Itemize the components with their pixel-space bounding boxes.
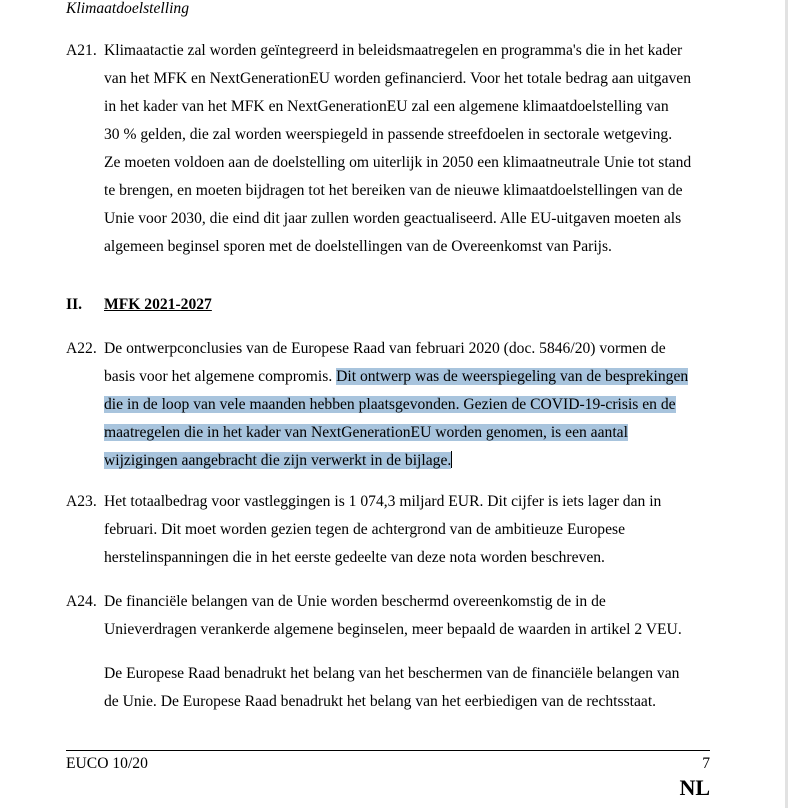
paragraph-number: A23.	[66, 493, 97, 510]
section-number: II.	[66, 296, 83, 313]
section-heading	[66, 291, 82, 319]
section-heading-title-wrap	[104, 291, 212, 319]
text-line[interactable]: De financiële belangen van de Unie worden beschermd overeenkomstig de in de	[104, 593, 606, 610]
paragraph-number: A24.	[66, 593, 97, 610]
text-line[interactable]: algemeen beginsel sporen met de doelstellingen van de Overeenkomst van Parijs.	[104, 238, 612, 255]
paragraph-a22	[66, 335, 726, 475]
paragraph-number: A21.	[66, 42, 97, 59]
text-line[interactable]: van het MFK en NextGenerationEU worden gefinancierd. Voor het totale bedrag aan uitgaven	[104, 70, 692, 87]
text-line[interactable]: De ontwerpconclusies van de Europese Raad van februari 2020 (doc. 5846/20) vormen de	[104, 340, 666, 357]
section-subtitle: Klimaatdoelstelling	[66, 0, 190, 17]
text-cursor	[451, 451, 452, 468]
selected-text[interactable]: wijzigingen aangebracht die zijn verwerkt in de bijlage.	[104, 452, 452, 469]
text-line[interactable]: Unie voor 2030, die eind dit jaar zullen worden geactualiseerd. Alle EU-uitgaven moeten als	[104, 210, 682, 227]
footer-language-code: NL	[679, 775, 710, 800]
text-line[interactable]	[104, 419, 628, 447]
selected-text[interactable]: die in de loop van vele maanden hebben plaatsgevonden. Gezien de COVID-19-crisis en de	[104, 396, 676, 413]
selected-text[interactable]: maatregelen die in het kader van NextGenerationEU worden genomen, is een aantal	[104, 424, 628, 441]
selected-text[interactable]: Dit ontwerp was de weerspiegeling van de besprekingen	[336, 368, 689, 385]
text-line[interactable]: de Unie. De Europese Raad benadrukt het belang van het eerbiedigen van de rechtsstaat.	[104, 693, 657, 710]
text-line[interactable]: herstelinspanningen die in het eerste gedeelte van deze nota worden beschreven.	[104, 549, 605, 566]
footer-page-number: 7	[702, 755, 710, 772]
text-line[interactable]: 30 % gelden, die zal worden weerspiegeld in passende streefdoelen in sectorale wetgeving.	[104, 126, 673, 143]
text-line[interactable]: te brengen, en moeten bijdragen tot het bereiken van de nieuwe klimaatdoelstellingen van de	[104, 182, 683, 199]
text-line[interactable]	[104, 363, 688, 391]
footer-rule	[66, 750, 710, 751]
text-line[interactable]: Ze moeten voldoen aan de doelstelling om uiterlijk in 2050 een klimaatneutrale Unie tot stand	[104, 154, 692, 171]
paragraph-a24	[66, 588, 726, 644]
paragraph-a21	[66, 37, 726, 261]
text-line[interactable]: Unieverdragen verankerde algemene beginselen, meer bepaald de waarden in artikel 2 VEU.	[104, 621, 682, 638]
text-line[interactable]: in het kader van het MFK en NextGenerationEU zal een algemene klimaatdoelstelling van	[104, 98, 669, 115]
text-line[interactable]: Klimaatactie zal worden geïntegreerd in beleidsmaatregelen en programma's die in het kader	[104, 42, 683, 59]
text-line[interactable]: Het totaalbedrag voor vastleggingen is 1 074,3 miljard EUR. Dit cijfer is iets lager dan in	[104, 493, 662, 510]
text-line[interactable]	[104, 391, 676, 419]
text-line[interactable]: De Europese Raad benadrukt het belang van het beschermen van de financiële belangen van	[104, 665, 680, 682]
text-line[interactable]	[104, 447, 452, 475]
paragraph-number: A22.	[66, 340, 97, 357]
paragraph-a23	[66, 488, 726, 572]
section-title: MFK 2021-2027	[104, 296, 212, 313]
plain-text: basis voor het algemene compromis.	[104, 368, 337, 385]
paragraph-a24-continued	[66, 660, 726, 716]
text-line[interactable]: februari. Dit moet worden gezien tegen de achtergrond van de ambitieuze Europese	[104, 521, 626, 538]
footer-doc-ref: EUCO 10/20	[66, 755, 148, 772]
